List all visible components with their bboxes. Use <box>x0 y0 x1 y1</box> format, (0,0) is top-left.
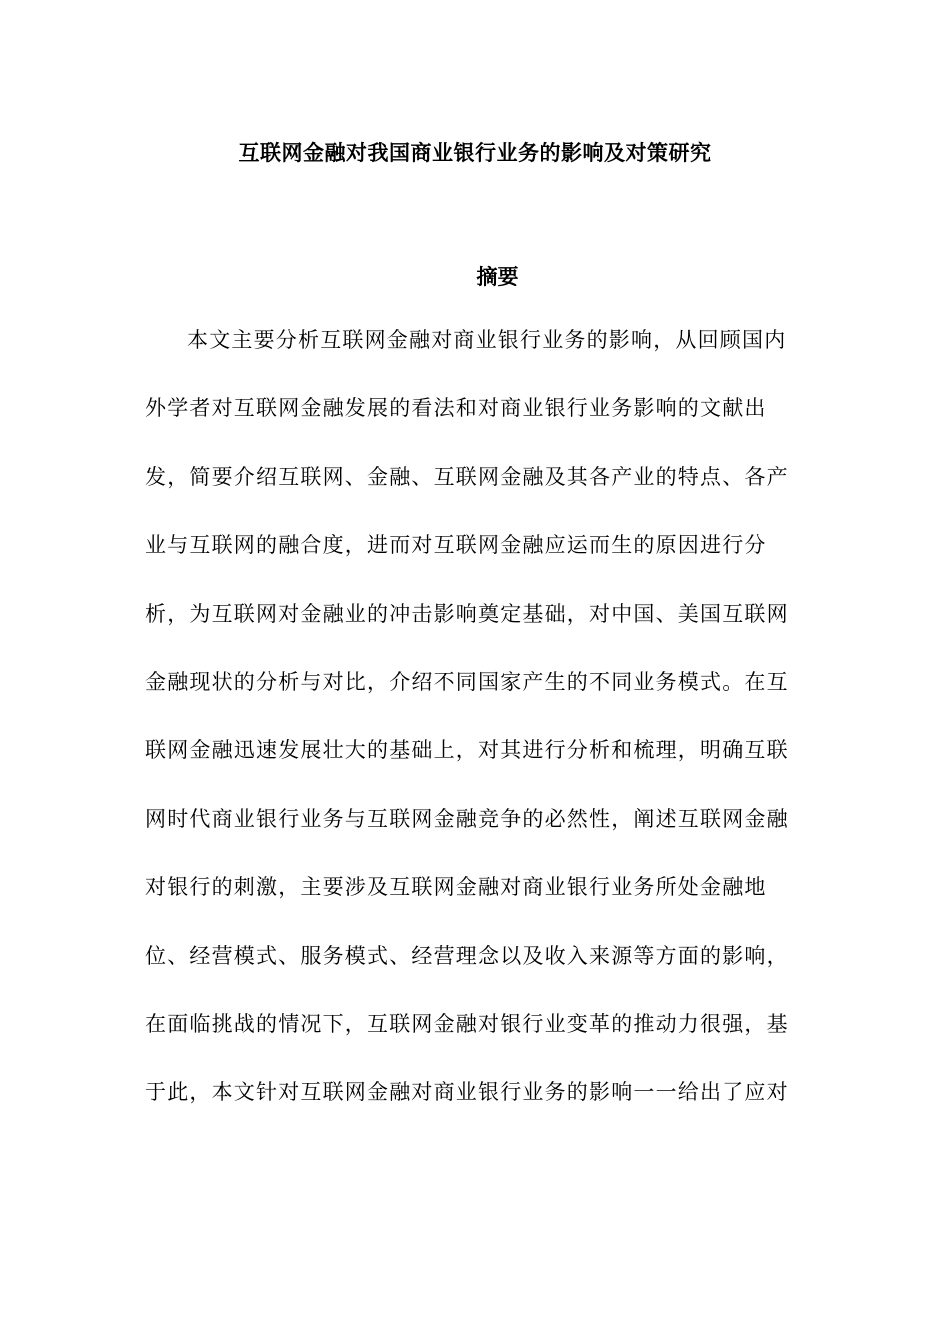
document-title: 互联网金融对我国商业银行业务的影响及对策研究 <box>238 140 712 165</box>
abstract-line: 在面临挑战的情况下，互联网金融对银行业变革的推动力很强，基 <box>145 1011 789 1036</box>
abstract-line: 位、经营模式、服务模式、经营理念以及收入来源等方面的影响， <box>145 943 789 968</box>
abstract-line: 外学者对互联网金融发展的看法和对商业银行业务影响的文献出 <box>145 396 767 421</box>
abstract-line: 业与互联网的融合度，进而对互联网金融应运而生的原因进行分 <box>145 533 767 558</box>
abstract-line: 网时代商业银行业务与互联网金融竞争的必然性，阐述互联网金融 <box>145 806 789 831</box>
abstract-line: 析，为互联网对金融业的冲击影响奠定基础，对中国、美国互联网 <box>145 601 789 626</box>
abstract-body <box>145 323 805 1144</box>
abstract-line: 联网金融迅速发展壮大的基础上，对其进行分析和梳理，明确互联 <box>145 738 789 763</box>
abstract-heading: 摘要 <box>476 264 519 289</box>
abstract-line: 发，简要介绍互联网、金融、互联网金融及其各产业的特点、各产 <box>145 464 789 489</box>
abstract-line: 本文主要分析互联网金融对商业银行业务的影响，从回顾国内 <box>187 328 787 352</box>
abstract-line: 金融现状的分析与对比，介绍不同国家产生的不同业务模式。在互 <box>145 669 789 694</box>
abstract-line: 于此，本文针对互联网金融对商业银行业务的影响一一给出了应对 <box>145 1080 789 1105</box>
abstract-line: 对银行的刺激，主要涉及互联网金融对商业银行业务所处金融地 <box>145 875 767 900</box>
